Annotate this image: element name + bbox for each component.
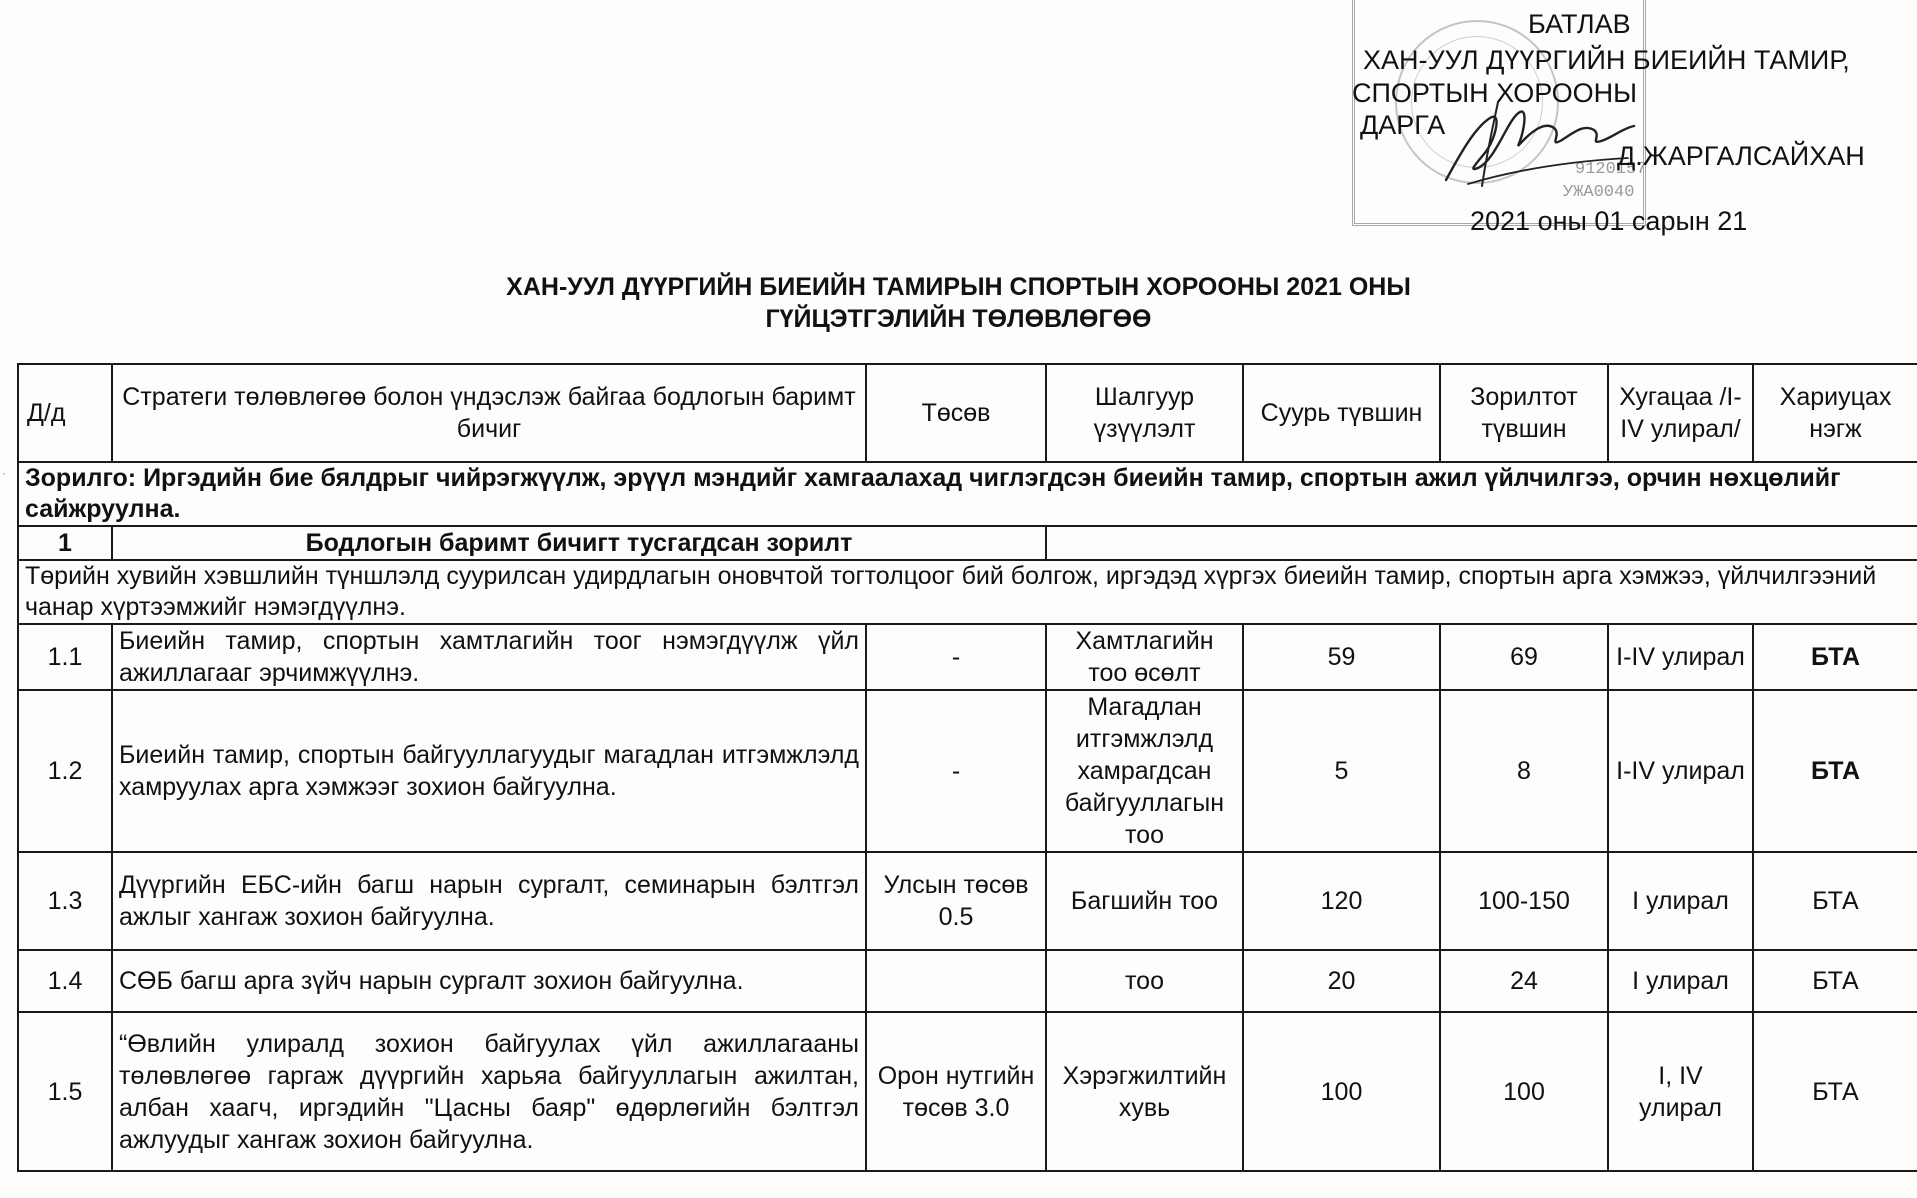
header-strategy: Стратеги төлөвлөгөө болон үндэслэж байгаа бодлогын баримт бичиг	[112, 364, 866, 462]
table-row	[18, 852, 1917, 950]
row-criteria: Хамтлагийн тоо өсөлт	[1046, 624, 1243, 690]
header-period: Хугацаа /I-IV улирал/	[1608, 364, 1753, 462]
row-target: 24	[1440, 950, 1608, 1012]
signer-name: Д.ЖАРГАЛСАЙХАН	[1617, 141, 1865, 171]
row-baseline: 20	[1243, 950, 1440, 1012]
approver-title-line2: СПОРТЫН ХОРООНЫ	[1352, 78, 1638, 108]
header-no: Д/д	[18, 364, 112, 462]
section-row	[18, 526, 1917, 560]
table-header-row	[18, 364, 1917, 462]
document-title-line2: ГҮЙЦЭТГЭЛИЙН ТӨЛӨВЛӨГӨӨ	[765, 305, 1152, 333]
row-target: 100	[1440, 1012, 1608, 1171]
row-period: I улирал	[1608, 950, 1753, 1012]
section-title: Бодлогын баримт бичигт тусгагдсан зорилт	[112, 526, 1046, 560]
seal-code-1: 9120157	[1575, 160, 1647, 179]
row-activity: Биеийн тамир, спортын байгууллагуудыг магадлан итгэмжлэлд хамруулах арга хэмжээг зохион байгуулна.	[112, 690, 866, 852]
row-activity: Биеийн тамир, спортын хамтлагийн тоог нэмэгдүүлж үйл ажиллагааг эрчимжүүлнэ.	[112, 624, 866, 690]
row-no: 1.4	[18, 950, 112, 1012]
row-baseline: 120	[1243, 852, 1440, 950]
row-criteria: тоо	[1046, 950, 1243, 1012]
document-title-line1: ХАН-УУЛ ДҮҮРГИЙН БИЕИЙН ТАМИРЫН СПОРТЫН ХОРООНЫ 2021 ОНЫ	[506, 273, 1411, 301]
goal-row	[18, 462, 1917, 526]
row-budget: -	[866, 690, 1046, 852]
approve-label: БАТЛАВ	[1528, 9, 1631, 39]
row-baseline: 59	[1243, 624, 1440, 690]
row-responsible: БТА	[1753, 852, 1917, 950]
row-activity: Дүүргийн ЕБС-ийн багш нарын сургалт, семинарын бэлтгэл ажлыг хангаж зохион байгуулна.	[112, 852, 866, 950]
row-responsible: БТА	[1753, 1012, 1917, 1171]
row-budget: -	[866, 624, 1046, 690]
scan-mark: ·	[2, 466, 6, 480]
row-baseline: 5	[1243, 690, 1440, 852]
row-no: 1.3	[18, 852, 112, 950]
section-number: 1	[18, 526, 112, 560]
row-budget: Улсын төсөв 0.5	[866, 852, 1046, 950]
row-criteria: Багшийн тоо	[1046, 852, 1243, 950]
row-target: 100-150	[1440, 852, 1608, 950]
header-target: Зорилтот түвшин	[1440, 364, 1608, 462]
row-budget	[866, 950, 1046, 1012]
seal-code-2: УЖА0040	[1563, 183, 1635, 202]
row-period: I, IV улирал	[1608, 1012, 1753, 1171]
header-responsible: Хариуцах нэгж	[1753, 364, 1917, 462]
row-period: I-IV улирал	[1608, 690, 1753, 852]
row-responsible: БТА	[1753, 690, 1917, 852]
row-responsible: БТА	[1753, 950, 1917, 1012]
row-target: 69	[1440, 624, 1608, 690]
plan-table	[17, 363, 1917, 1172]
row-period: I-IV улирал	[1608, 624, 1753, 690]
row-criteria: Хэрэгжилтийн хувь	[1046, 1012, 1243, 1171]
row-activity: “Өвлийн улиралд зохион байгуулах үйл ажиллагааны төлөвлөгөө гаргаж дүүргийн харьяа байгууллагын ажилтан, албан хаагч, иргэдийн "Цасны баяр" өдөрлөгийн бэлтгэл ажлуудыг хангаж зохион байгуулна.	[112, 1012, 866, 1171]
approver-title-line1: ХАН-УУЛ ДҮҮРГИЙН БИЕИЙН ТАМИР,	[1363, 45, 1850, 75]
row-activity: СӨБ багш арга зүйч нарын сургалт зохион байгуулна.	[112, 950, 866, 1012]
approver-title-line3: ДАРГА	[1360, 110, 1446, 140]
row-period: I улирал	[1608, 852, 1753, 950]
section-empty-cell	[1046, 526, 1917, 560]
row-no: 1.2	[18, 690, 112, 852]
approval-date: 2021 оны 01 сарын 21	[1470, 206, 1748, 236]
table-row	[18, 690, 1917, 852]
row-no: 1.1	[18, 624, 112, 690]
row-budget: Орон нутгийн төсөв 3.0	[866, 1012, 1046, 1171]
row-target: 8	[1440, 690, 1608, 852]
goal-text: Зорилго: Иргэдийн бие бялдрыг чийрэгжүүлж, эрүүл мэндийг хамгаалахад чиглэгдсэн биеийн тамир, спортын ажил үйлчилгээ, орчин нөхцөлийг сайжруулна.	[18, 462, 1917, 526]
table-row	[18, 950, 1917, 1012]
objective-text: Төрийн хувийн хэвшлийн түншлэлд суурилсан удирдлагын оновчтой тогтолцоог бий болгож, иргэдэд хүргэх биеийн тамир, спортын арга хэмжээ, үйлчилгээний чанар хүртээмжийг нэмэгдүүлнэ.	[18, 560, 1917, 624]
signature-mark	[1438, 88, 1638, 198]
row-baseline: 100	[1243, 1012, 1440, 1171]
header-criteria: Шалгуур үзүүлэлт	[1046, 364, 1243, 462]
table-row	[18, 624, 1917, 690]
table-row	[18, 1012, 1917, 1171]
objective-row	[18, 560, 1917, 624]
row-responsible: БТА	[1753, 624, 1917, 690]
header-baseline: Суурь түвшин	[1243, 364, 1440, 462]
row-criteria: Магадлан итгэмжлэлд хамрагдсан байгууллагын тоо	[1046, 690, 1243, 852]
row-no: 1.5	[18, 1012, 112, 1171]
header-budget: Төсөв	[866, 364, 1046, 462]
